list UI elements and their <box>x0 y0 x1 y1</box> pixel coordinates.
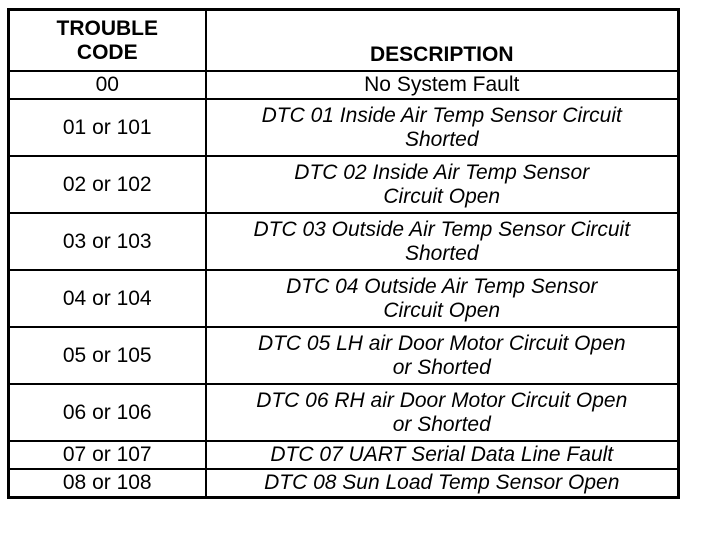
trouble-code-cell: 04 or 104 <box>9 270 206 327</box>
table-row <box>9 469 679 498</box>
trouble-code-cell: 07 or 107 <box>9 441 206 469</box>
description-cell <box>206 384 679 441</box>
table-header-row <box>9 10 679 72</box>
trouble-code-header-line1: TROUBLE <box>56 16 158 40</box>
description-cell <box>206 213 679 270</box>
description-line2: Circuit Open <box>383 184 501 208</box>
trouble-code-cell: 05 or 105 <box>9 327 206 384</box>
table-row <box>9 156 679 213</box>
description-line2: Shorted <box>404 127 479 151</box>
trouble-code-cell: 00 <box>9 71 206 99</box>
description-line1: DTC 05 LH air Door Motor Circuit Open <box>257 331 626 355</box>
description-line2: Shorted <box>404 241 479 265</box>
description-cell: DTC 07 UART Serial Data Line Fault <box>206 441 679 469</box>
description-cell <box>206 156 679 213</box>
table-row <box>9 270 679 327</box>
table-row <box>9 384 679 441</box>
table-row <box>9 441 679 469</box>
table-row <box>9 71 679 99</box>
trouble-code-header-line2: CODE <box>76 40 138 64</box>
description-line1: DTC 02 Inside Air Temp Sensor <box>294 160 590 184</box>
trouble-code-cell: 06 or 106 <box>9 384 206 441</box>
description-line1: DTC 04 Outside Air Temp Sensor <box>286 274 598 298</box>
table-row <box>9 99 679 156</box>
description-line1: DTC 01 Inside Air Temp Sensor Circuit <box>261 103 622 127</box>
description-cell: DTC 08 Sun Load Temp Sensor Open <box>206 469 679 498</box>
description-cell <box>206 99 679 156</box>
description-cell: No System Fault <box>206 71 679 99</box>
description-line2: or Shorted <box>392 412 491 436</box>
table-row <box>9 327 679 384</box>
trouble-code-cell: 01 or 101 <box>9 99 206 156</box>
trouble-code-cell: 08 or 108 <box>9 469 206 498</box>
trouble-code-cell: 03 or 103 <box>9 213 206 270</box>
trouble-code-header <box>9 10 206 72</box>
description-cell <box>206 270 679 327</box>
trouble-code-cell: 02 or 102 <box>9 156 206 213</box>
table-row <box>9 213 679 270</box>
description-line1: DTC 06 RH air Door Motor Circuit Open <box>256 388 628 412</box>
description-line2: Circuit Open <box>383 298 501 322</box>
description-line2: or Shorted <box>392 355 491 379</box>
description-cell <box>206 327 679 384</box>
description-line1: DTC 03 Outside Air Temp Sensor Circuit <box>253 217 631 241</box>
description-header: DESCRIPTION <box>206 10 679 72</box>
trouble-code-table <box>7 8 680 499</box>
